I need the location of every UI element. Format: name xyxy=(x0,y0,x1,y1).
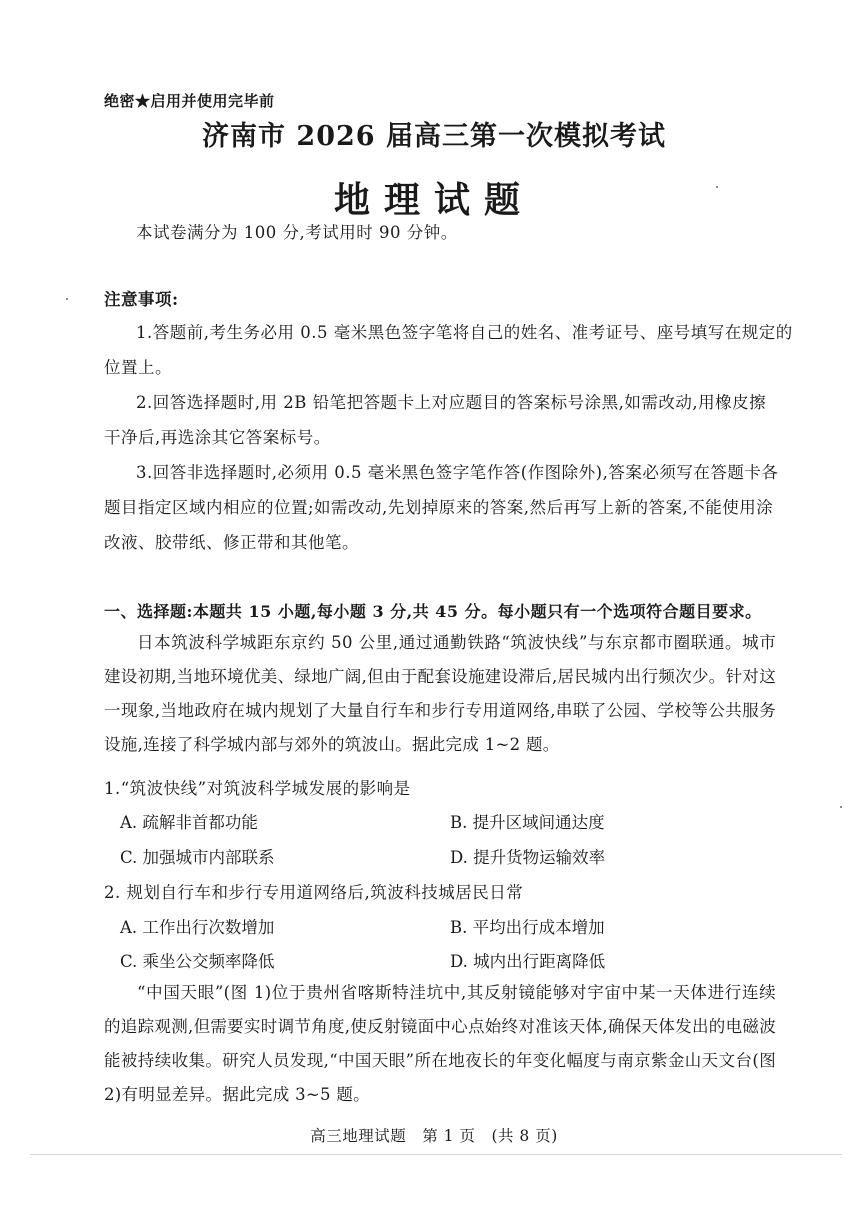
notice-heading: 注意事项: xyxy=(104,290,179,309)
notice-2-line-1: 2.回答选择题时,用 2B 铅笔把答题卡上对应题目的答案标号涂黑,如需改动,用橡皮擦 xyxy=(136,393,767,412)
question-1-option-c: C. 加强城市内部联系 xyxy=(120,848,275,867)
question-2-option-a: A. 工作出行次数增加 xyxy=(120,918,275,937)
scan-edge-line xyxy=(30,1154,842,1155)
section-1-heading: 一、选择题:本题共 15 小题,每小题 3 分,共 45 分。每小题只有一个选项符合题目要求。 xyxy=(104,602,762,621)
passage-2-text: “中国天眼”(图 1)位于贵州省喀斯特洼坑中,其反射镜能够对宇宙中某一天体进行连续的追踪观测,但需要实时调节角度,使反射镜面中心点始终对准该天体,确保天体发出的电磁波能被持续收集。研究人员发现,“中国天眼”所在地夜长的年变化幅度与南京紫金山天文台(图 2)有明显差异。据此完成 3~5 题。 xyxy=(104,983,776,1104)
question-1-option-d: D. 提升货物运输效率 xyxy=(450,848,606,867)
question-2-option-d: D. 城内出行距离降低 xyxy=(450,952,606,971)
score-time-note: 本试卷满分为 100 分,考试用时 90 分钟。 xyxy=(136,223,458,242)
notice-3-line-2: 题目指定区域内相应的位置;如需改动,先划掉原来的答案,然后再写上新的答案,不能使用涂 xyxy=(104,498,774,517)
notice-2-line-2: 干净后,再选涂其它答案标号。 xyxy=(104,428,331,447)
passage-1-text: 日本筑波科学城距东京约 50 公里,通过通勤铁路“筑波快线”与东京都市圈联通。城市建设初期,当地环境优美、绿地广阔,但由于配套设施建设滞后,居民城内出行频次少。针对这一现象,当地政府在城内规划了大量自行车和步行专用道网络,串联了公园、学校等公共服务设施,连接了科学城内部与郊外的筑波山。据此完成 1~2 题。 xyxy=(104,633,776,754)
question-2-option-c: C. 乘坐公交频率降低 xyxy=(120,952,275,971)
question-2-option-b: B. 平均出行成本增加 xyxy=(450,918,605,937)
question-1-option-b: B. 提升区域间通达度 xyxy=(450,813,605,832)
page-footer: 高三地理试题 第 1 页 (共 8 页) xyxy=(310,1127,558,1145)
notice-1-line-1: 1.答题前,考生务必用 0.5 毫米黑色签字笔将自己的姓名、准考证号、座号填写在规定的 xyxy=(136,323,793,342)
scan-speck xyxy=(716,186,718,188)
scan-speck xyxy=(840,806,842,808)
confidential-label: 绝密★启用并使用完毕前 xyxy=(104,92,275,110)
passage-2 xyxy=(104,976,776,1112)
notice-1-line-2: 位置上。 xyxy=(104,358,172,377)
question-2-stem: 2. 规划自行车和步行专用道网络后,筑波科技城居民日常 xyxy=(104,883,524,902)
question-1-option-a: A. 疏解非首都功能 xyxy=(120,813,258,832)
question-1-stem: 1.“筑波快线”对筑波科学城发展的影响是 xyxy=(104,779,411,798)
notice-3-line-1: 3.回答非选择题时,必须用 0.5 毫米黑色签字笔作答(作图除外),答案必须写在答题卡各 xyxy=(136,463,779,482)
passage-1 xyxy=(104,626,776,762)
notice-3-line-3: 改液、胶带纸、修正带和其他笔。 xyxy=(104,533,359,552)
scan-speck xyxy=(66,298,68,300)
subject-title: 地理试题 xyxy=(333,179,534,221)
exam-title: 济南市 2026 届高三第一次模拟考试 xyxy=(202,121,666,152)
